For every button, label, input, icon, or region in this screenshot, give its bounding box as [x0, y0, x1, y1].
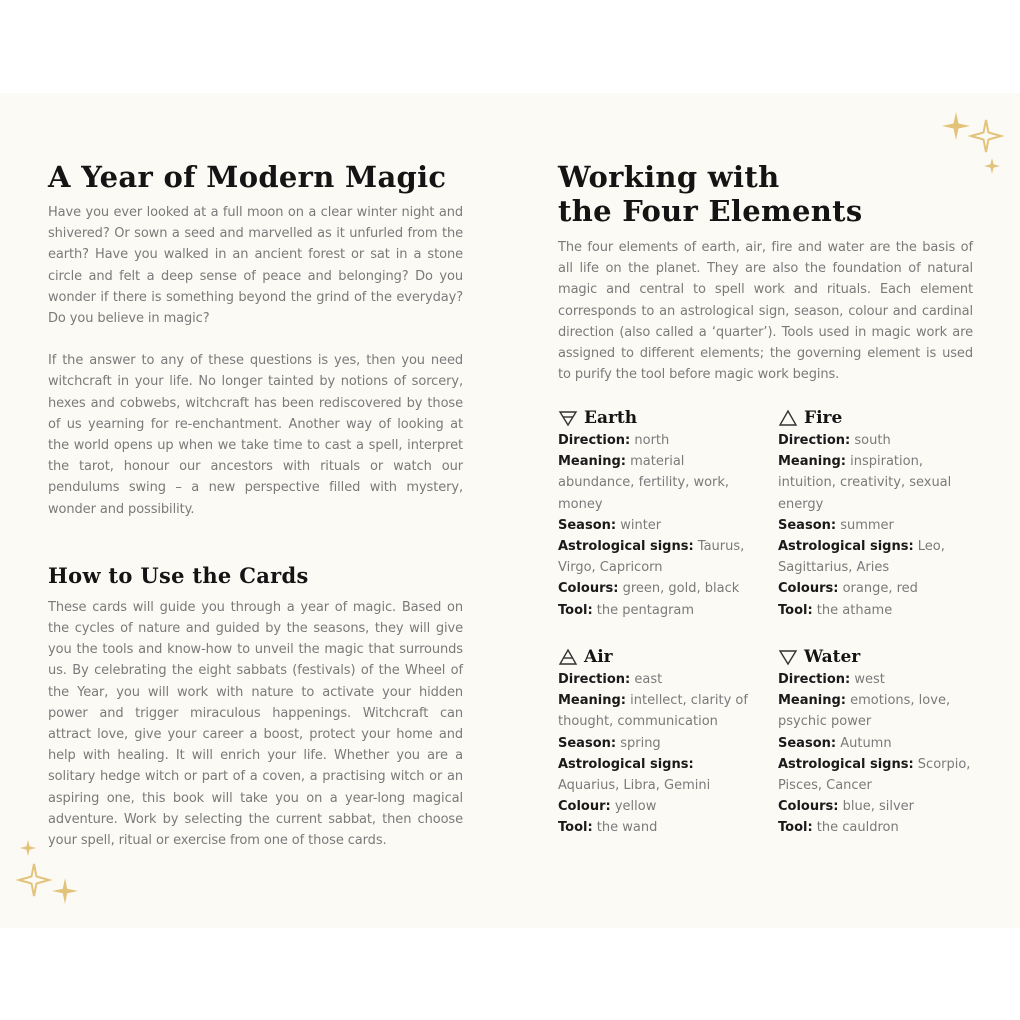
- property-value: Leo, Sagittarius, Aries: [778, 539, 945, 576]
- property-value: east: [630, 672, 663, 687]
- property-value: emotions, love, psychic power: [778, 693, 951, 730]
- property-key: Colours:: [778, 581, 839, 597]
- property-key: Astrological signs:: [778, 539, 914, 555]
- property-key: Season:: [778, 517, 837, 533]
- element-earth: [558, 406, 758, 621]
- property-key: Direction:: [558, 672, 631, 687]
- property-value: Scorpio, Pisces, Cancer: [778, 756, 971, 794]
- element-property-row: [778, 578, 978, 599]
- property-key: Tool:: [558, 602, 593, 618]
- property-value: Taurus, Virgo, Capricorn: [558, 539, 745, 576]
- element-property-row: [778, 690, 978, 732]
- property-key: Colour:: [558, 799, 611, 815]
- property-value: south: [850, 433, 891, 448]
- element-property-row: [558, 669, 758, 690]
- element-property-row: [558, 754, 758, 796]
- property-value: the cauldron: [812, 820, 899, 836]
- property-value: west: [850, 672, 885, 687]
- element-name: Fire: [804, 408, 843, 428]
- property-value: yellow: [610, 799, 657, 815]
- property-value: summer: [836, 517, 894, 533]
- property-key: Meaning:: [778, 693, 846, 709]
- element-property-row: [558, 451, 758, 515]
- property-value: blue, silver: [838, 799, 914, 815]
- element-property-row: [558, 817, 758, 838]
- property-key: Meaning:: [558, 693, 626, 709]
- element-fire: [778, 406, 978, 621]
- property-key: Astrological signs:: [558, 756, 694, 772]
- elements-intro: The four elements of earth, air, fire and water are the basis of all life on the planet. They are also the foundation of natural magic and central to spell work and rituals. Each element corresponds to an astrological sign, season, colour and cardinal direction (also called a ‘quarter’). Tools used in magic work are assigned to different elements; the governing element is used to purify the tool before magic work begins.: [558, 240, 973, 383]
- property-key: Astrological signs:: [778, 756, 914, 772]
- property-key: Tool:: [778, 820, 813, 836]
- property-key: Colours:: [778, 799, 839, 815]
- element-property-row: [778, 669, 978, 690]
- element-property-row: [778, 754, 978, 796]
- element-property-row: [778, 817, 978, 838]
- element-property-row: [778, 796, 978, 817]
- air-symbol-icon: [558, 648, 578, 666]
- property-value: orange, red: [838, 581, 918, 597]
- property-value: winter: [616, 517, 662, 533]
- property-value: the wand: [592, 820, 658, 836]
- property-value: the pentagram: [592, 602, 695, 618]
- cards-paragraph: These cards will guide you through a year of magic. Based on the cycles of nature and guided by the seasons, they will give you the tools and know-how to unveil the magic that surrounds us. By celebrating the eight sabbats (festivals) of the Wheel of the Year, you will work with nature to activate your hidden power and trigger miraculous happenings. Witchcraft can attract love, give your career a boost, protect your home and help with healing. It will enrich your life. Whether you are a solitary hedge witch or part of a coven, a practising witch or an aspiring one, this book will take you on a year-long magical adventure. Work by selecting the current sabbat, then choose your spell, ritual or exercise from one of those cards.: [48, 599, 463, 849]
- element-name: Water: [804, 647, 861, 667]
- left-page: [48, 160, 463, 851]
- element-property-row: [778, 430, 978, 451]
- fire-symbol-icon: [778, 409, 798, 427]
- property-key: Tool:: [558, 820, 593, 836]
- property-key: Season:: [558, 517, 617, 533]
- property-key: Meaning:: [778, 454, 846, 470]
- element-heading: [558, 645, 758, 669]
- element-property-row: [778, 515, 978, 536]
- element-property-row: [778, 600, 978, 621]
- property-key: Colours:: [558, 581, 619, 597]
- element-water: [778, 645, 978, 839]
- property-key: Astrological signs:: [558, 539, 694, 555]
- element-heading: [558, 406, 758, 430]
- element-property-row: [558, 536, 758, 578]
- element-property-row: [778, 536, 978, 578]
- element-property-row: [558, 515, 758, 536]
- property-key: Direction:: [778, 433, 851, 448]
- property-value: intellect, clarity of thought, communication: [558, 693, 748, 730]
- sparkles-bottom-left-icon: [12, 836, 84, 908]
- water-symbol-icon: [778, 648, 798, 666]
- property-value: north: [630, 433, 670, 448]
- property-value: inspiration, intuition, creativity, sexual energy: [778, 454, 952, 512]
- element-property-row: [558, 690, 758, 732]
- element-name: Earth: [584, 408, 638, 428]
- element-air: [558, 645, 758, 839]
- property-key: Tool:: [778, 602, 813, 618]
- property-key: Direction:: [778, 672, 851, 687]
- element-property-row: [558, 430, 758, 451]
- element-property-row: [778, 451, 978, 515]
- elements-title-line-2: the Four Elements: [558, 194, 863, 228]
- property-value: spring: [616, 735, 661, 751]
- element-property-row: [558, 578, 758, 599]
- property-value: Autumn: [836, 735, 892, 751]
- property-key: Direction:: [558, 433, 631, 448]
- element-property-row: [558, 733, 758, 754]
- property-value: green, gold, black: [618, 581, 740, 597]
- element-property-row: [558, 600, 758, 621]
- element-name: Air: [584, 647, 613, 667]
- intro-paragraph-2: If the answer to any of these questions is yes, then you need witchcraft in your life. No longer tainted by notions of sorcery, hexes and cobwebs, witchcraft has been rediscovered by those of us yearning for re-enchantment. Another way of looking at the world opens up when we take time to cast a spell, interpret the tarot, honour our ancestors with rituals or watch our pendulums swing – a new perspective filled with mystery, wonder and possibility.: [48, 353, 463, 517]
- right-page: [558, 160, 973, 385]
- section-heading-cards: How to Use the Cards: [48, 562, 309, 588]
- element-property-row: [778, 733, 978, 754]
- intro-paragraph-1: Have you ever looked at a full moon on a clear winter night and shivered? Or sown a seed and marvelled as it unfurled from the earth? Have you walked in an ancient forest or sat in a stone circle and felt a deep sense of peace and belonging? Do you wonder if there is something beyond the grind of the everyday? Do you believe in magic?: [48, 205, 463, 327]
- property-key: Season:: [778, 735, 837, 751]
- earth-symbol-icon: [558, 409, 578, 427]
- property-value: material abundance, fertility, work, money: [558, 454, 730, 512]
- property-value: Aquarius, Libra, Gemini: [558, 778, 711, 794]
- element-property-row: [558, 796, 758, 817]
- property-key: Season:: [558, 735, 617, 751]
- element-heading: [778, 645, 978, 669]
- page-title: A Year of Modern Magic: [48, 160, 447, 194]
- sparkles-top-right-icon: [936, 108, 1008, 180]
- property-key: Meaning:: [558, 454, 626, 470]
- property-value: the athame: [812, 602, 893, 618]
- elements-title-line-1: Working with: [558, 160, 780, 194]
- element-heading: [778, 406, 978, 430]
